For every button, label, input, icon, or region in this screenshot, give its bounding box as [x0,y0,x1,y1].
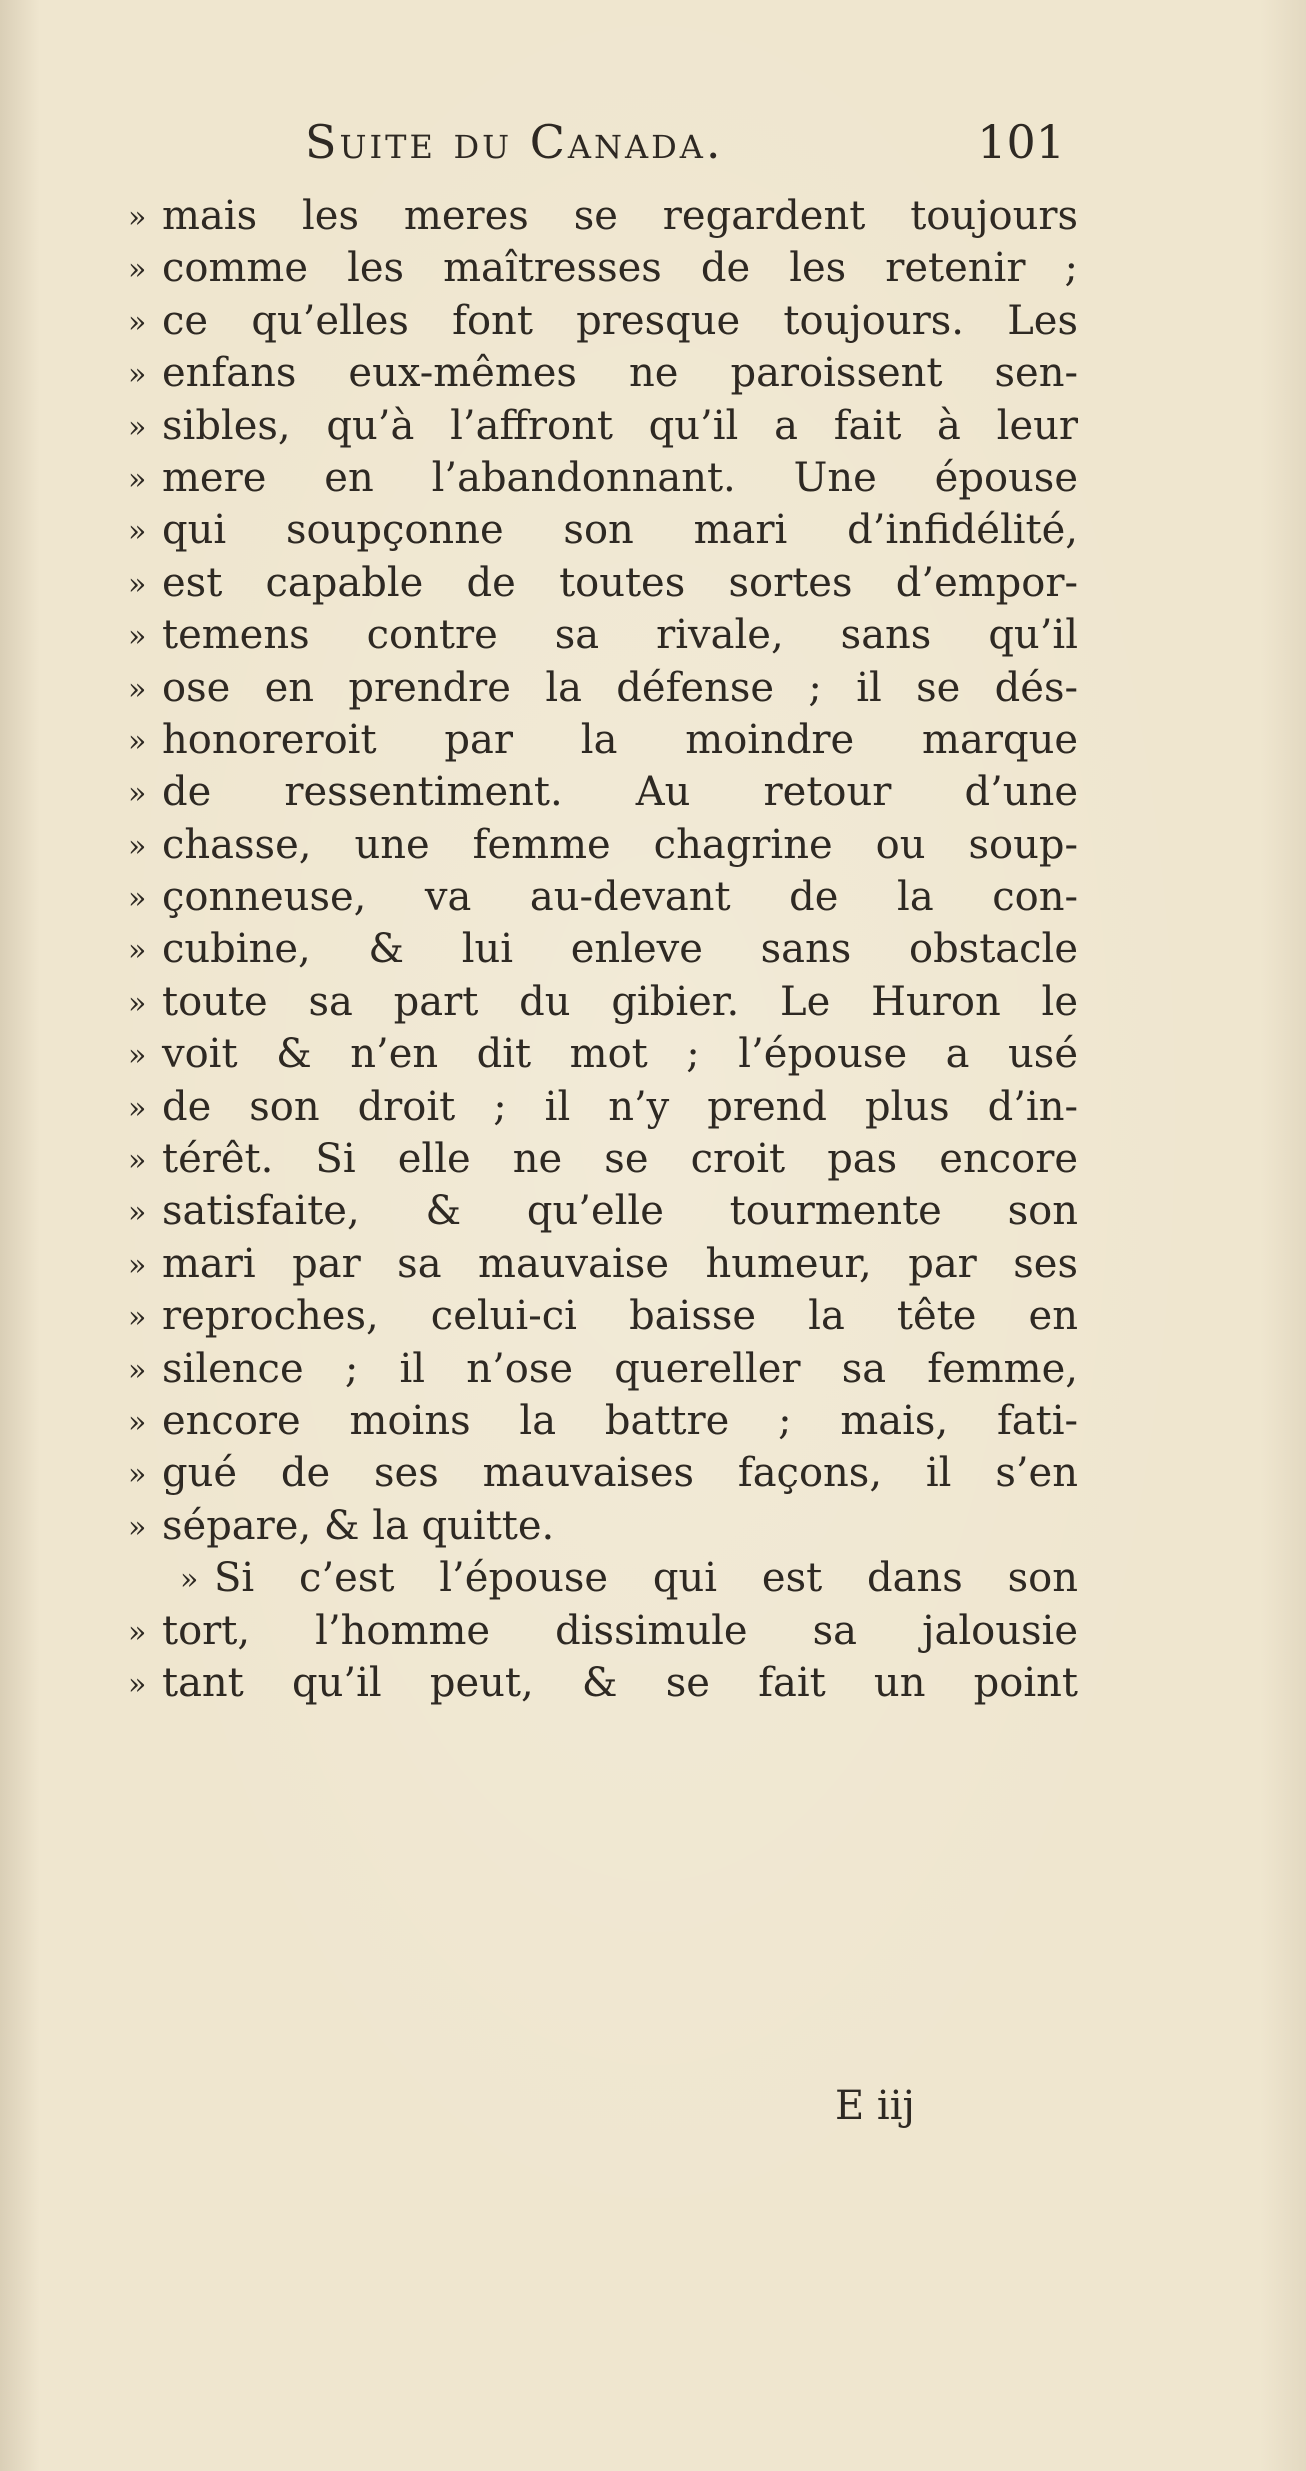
quote-mark: » [128,776,147,812]
line-text: cubine, & lui enleve sans obstacle [162,926,1078,973]
line-text: tort, l’homme dissimule sa jalousie [162,1607,1078,1654]
text-line [128,1552,1078,1604]
quote-mark: » [128,357,147,393]
quote-mark: » [128,514,147,550]
line-text: voit & n’en dit mot ; l’épouse a usé [162,1031,1078,1078]
quote-mark: » [128,881,147,917]
text-line [128,1290,1078,1342]
quote-mark: » [128,828,147,864]
line-text: Si c’est l’épouse qui est dans son [214,1555,1078,1602]
quote-mark: » [128,566,147,602]
body-text [128,190,1078,1709]
text-line [128,1657,1078,1709]
line-text: qui soupçonne son mari d’infidélité, [162,507,1078,554]
text-line [128,1133,1078,1185]
line-text: comme les maîtresses de les retenir ; [162,245,1078,292]
quote-mark: » [128,933,147,969]
line-text: mari par sa mauvaise humeur, par ses [162,1240,1078,1287]
line-text: temens contre sa rivale, sans qu’il [162,612,1078,659]
line-text: enfans eux-mêmes ne paroissent sen- [162,350,1078,397]
quote-mark: » [128,252,147,288]
line-text: térêt. Si elle ne se croit pas encore [162,1136,1078,1183]
line-text: honoreroit par la moindre marque [162,716,1078,763]
quote-mark: » [128,304,147,340]
quote-mark: » [128,671,147,707]
line-text: mere en l’abandonnant. Une épouse [162,454,1078,501]
text-line [128,714,1078,766]
text-line [128,1395,1078,1447]
quote-mark: » [128,1666,147,1702]
text-line [128,295,1078,347]
text-line [128,1500,1078,1552]
text-line [128,766,1078,818]
text-line [128,504,1078,556]
line-text: silence ; il n’ose quereller sa femme, [162,1345,1078,1392]
quote-mark: » [128,461,147,497]
quote-mark: » [128,200,147,235]
page-number: 101 [977,115,1065,169]
line-text: encore moins la battre ; mais, fati- [162,1397,1078,1444]
text-line [128,976,1078,1028]
quote-mark: » [128,1457,147,1493]
line-text: sibles, qu’à l’affront qu’il a fait à leur [162,402,1078,449]
quote-mark: » [128,723,147,759]
quote-mark: » [128,1090,147,1126]
signature-mark: E iij [835,2083,915,2129]
text-line [128,923,1078,975]
quote-mark: » [128,985,147,1021]
line-text: gué de ses mauvaises façons, il s’en [162,1450,1078,1497]
text-line [128,871,1078,923]
text-line [128,1081,1078,1133]
running-title: Suite du Canada. [305,115,724,169]
line-text: est capable de toutes sortes d’empor- [162,559,1078,606]
quote-mark: » [128,1614,147,1650]
text-line [128,190,1078,242]
quote-mark: » [128,1143,147,1179]
text-line [128,557,1078,609]
line-text: çonneuse, va au-devant de la con- [162,874,1078,921]
quote-mark: » [180,1562,199,1598]
quote-mark: » [128,1195,147,1231]
line-text: reproches, celui-ci baisse la tête en [162,1293,1078,1340]
text-line [128,347,1078,399]
text-line [128,1605,1078,1657]
text-line [128,662,1078,714]
line-text: ose en prendre la défense ; il se dés- [162,664,1078,711]
quote-mark: » [128,1247,147,1283]
text-line [128,819,1078,871]
line-text: sépare, & la quitte. [162,1502,555,1549]
quote-mark: » [128,619,147,655]
text-line [128,1028,1078,1080]
text-line [128,1238,1078,1290]
text-line [128,1447,1078,1499]
quote-mark: » [128,1352,147,1388]
quote-mark: » [128,1404,147,1440]
page-header [305,115,1065,185]
text-line [128,452,1078,504]
text-line [128,1343,1078,1395]
line-text: satisfaite, & qu’elle tourmente son [162,1188,1078,1235]
line-text: toute sa part du gibier. Le Huron le [162,978,1078,1025]
text-line [128,400,1078,452]
quote-mark: » [128,1038,147,1074]
text-line [128,242,1078,294]
quote-mark: » [128,1509,147,1545]
line-text: ce qu’elles font presque toujours. Les [162,297,1078,344]
line-text: de ressentiment. Au retour d’une [162,769,1078,816]
line-text: tant qu’il peut, & se fait un point [162,1659,1078,1706]
quote-mark: » [128,409,147,445]
line-text: chasse, une femme chagrine ou soup- [162,821,1078,868]
line-text: de son droit ; il n’y prend plus d’in- [162,1083,1078,1130]
text-line [128,1185,1078,1237]
text-line [128,609,1078,661]
line-text: mais les meres se regardent toujours [162,193,1078,239]
quote-mark: » [128,1300,147,1336]
